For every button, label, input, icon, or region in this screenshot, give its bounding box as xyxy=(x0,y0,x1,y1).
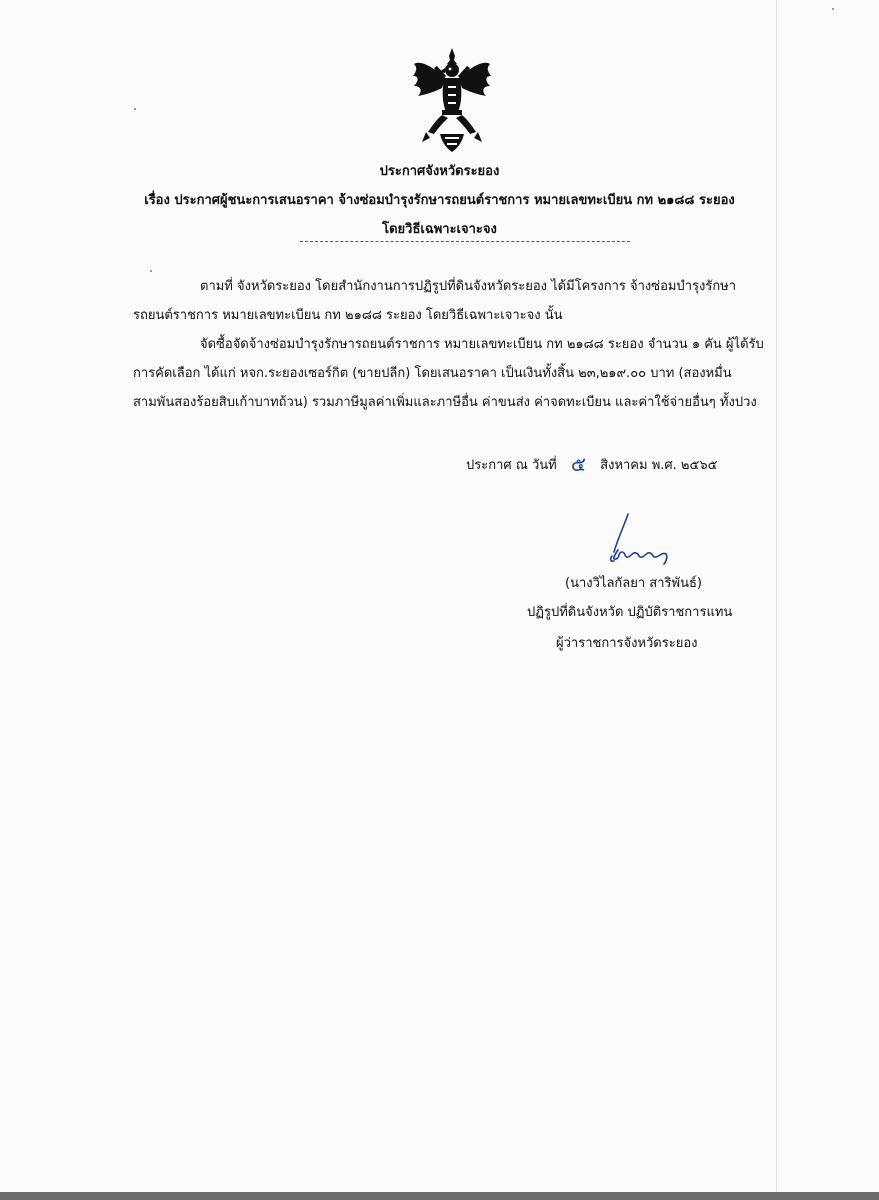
scan-bottom-border xyxy=(0,1192,879,1200)
date-month-year: สิงหาคม พ.ศ. ๒๕๖๕ xyxy=(600,458,718,473)
body-paragraph-2-line-1: จัดซื้อจัดจ้างซ่อมบำรุงรักษารถยนต์ราชการ หมายเลขทะเบียน กท ๒๑๘๘ ระยอง จำนวน ๑ คัน ผู้ได้รับ xyxy=(200,337,764,352)
date-prefix: ประกาศ ณ วันที่ xyxy=(466,458,557,473)
handwritten-signature xyxy=(588,512,688,567)
scan-speck xyxy=(134,108,136,110)
body-paragraph-2-line-3: สามพันสองร้อยสิบเก้าบาทถ้วน) รวมภาษีมูลค่าเพิ่มและภาษีอื่น ค่าขนส่ง ค่าจดทะเบียน และค่าใช้จ่ายอื่นๆ ทั้งปวง xyxy=(133,395,757,410)
signer-authority: ผู้ว่าราชการจังหวัดระยอง xyxy=(556,636,698,651)
handwritten-day: ๕ xyxy=(570,452,587,476)
procurement-method: โดยวิธีเฉพาะเจาะจง xyxy=(382,222,497,237)
body-paragraph-2-line-2: การคัดเลือก ได้แก่ หจก.ระยองเซอร์กิต (ขายปลีก) โดยเสนอราคา เป็นเงินทั้งสิ้น ๒๓,๒๑๙.๐๐ บาท (สองหมื่น xyxy=(133,366,732,381)
signer-position: ปฏิรูปที่ดินจังหวัด ปฏิบัติราชการแทน xyxy=(527,605,733,620)
body-paragraph-1-line-1: ตามที่ จังหวัดระยอง โดยสำนักงานการปฏิรูปที่ดินจังหวัดระยอง ได้มีโครงการ จ้างซ่อมบำรุงรักษา xyxy=(200,279,737,294)
document-subject: เรื่อง ประกาศผู้ชนะการเสนอราคา จ้างซ่อมบำรุงรักษารถยนต์ราชการ หมายเลขทะเบียน กท ๒๑๘๘ ระยอง xyxy=(144,193,735,208)
separator-line xyxy=(300,241,630,242)
body-paragraph-1-line-2: รถยนต์ราชการ หมายเลขทะเบียน กท ๒๑๘๘ ระยอง โดยวิธีเฉพาะเจาะจง นั้น xyxy=(133,308,563,323)
garuda-emblem-icon xyxy=(412,46,492,154)
document-title: ประกาศจังหวัดระยอง xyxy=(379,164,500,179)
scan-speck xyxy=(832,8,834,10)
scan-speck xyxy=(150,270,152,272)
signer-name: (นางวิไลกัลยา สาริพันธ์) xyxy=(565,576,702,591)
announcement-date xyxy=(466,446,717,478)
